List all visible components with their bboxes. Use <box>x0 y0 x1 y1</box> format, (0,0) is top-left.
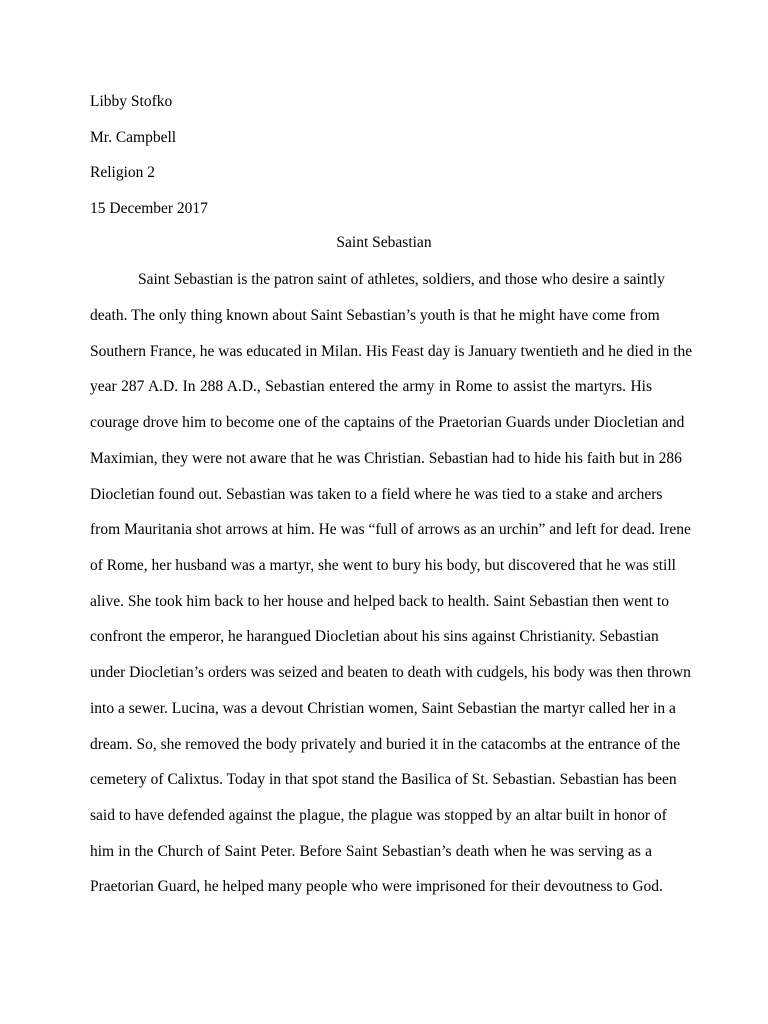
paragraph-line: under Diocletian’s orders was seized and beaten to death with cudgels, his body was then thrown <box>90 664 691 681</box>
paragraph-line: Diocletian found out. Sebastian was taken to a field where he was tied to a stake and archers <box>90 486 663 503</box>
paragraph-line: courage drove him to become one of the captains of the Praetorian Guards under Diocletian and <box>90 414 685 431</box>
paragraph-line: Praetorian Guard, he helped many people who were imprisoned for their devoutness to God. <box>90 878 663 895</box>
document-date: 15 December 2017 <box>90 200 208 217</box>
document-title: Saint Sebastian <box>336 234 432 251</box>
paragraph-line: year 287 A.D. In 288 A.D., Sebastian entered the army in Rome to assist the martyrs. His <box>90 378 652 395</box>
paragraph-line: cemetery of Calixtus. Today in that spot stand the Basilica of St. Sebastian. Sebastian has been <box>90 771 677 788</box>
course-name: Religion 2 <box>90 164 156 181</box>
paragraph-line: of Rome, her husband was a martyr, she went to bury his body, but discovered that he was still <box>90 557 676 574</box>
paragraph-line: alive. She took him back to her house and helped back to health. Saint Sebastian then went to <box>90 593 669 610</box>
paragraph-line: dream. So, she removed the body privately and buried it in the catacombs at the entrance of the <box>90 736 681 753</box>
paragraph-line: into a sewer. Lucina, was a devout Christian women, Saint Sebastian the martyr called her in a <box>90 700 676 717</box>
paragraph-line: Saint Sebastian is the patron saint of athletes, soldiers, and those who desire a saintly <box>138 271 665 288</box>
paragraph-line: confront the emperor, he harangued Diocletian about his sins against Christianity. Sebastian <box>90 628 659 645</box>
teacher-name: Mr. Campbell <box>90 129 177 146</box>
paragraph-line: him in the Church of Saint Peter. Before Saint Sebastian’s death when he was serving as a <box>90 843 652 860</box>
paragraph-line: death. The only thing known about Saint Sebastian’s youth is that he might have come from <box>90 307 660 324</box>
paragraph-line: from Mauritania shot arrows at him. He was “full of arrows as an urchin” and left for dead. Irene <box>90 521 691 538</box>
author-name: Libby Stofko <box>90 93 173 110</box>
paragraph-line: Southern France, he was educated in Milan. His Feast day is January twentieth and he died in the <box>90 343 693 360</box>
paragraph-line: said to have defended against the plague, the plague was stopped by an altar built in honor of <box>90 807 667 824</box>
paragraph-line: Maximian, they were not aware that he was Christian. Sebastian had to hide his faith but in 286 <box>90 450 682 467</box>
